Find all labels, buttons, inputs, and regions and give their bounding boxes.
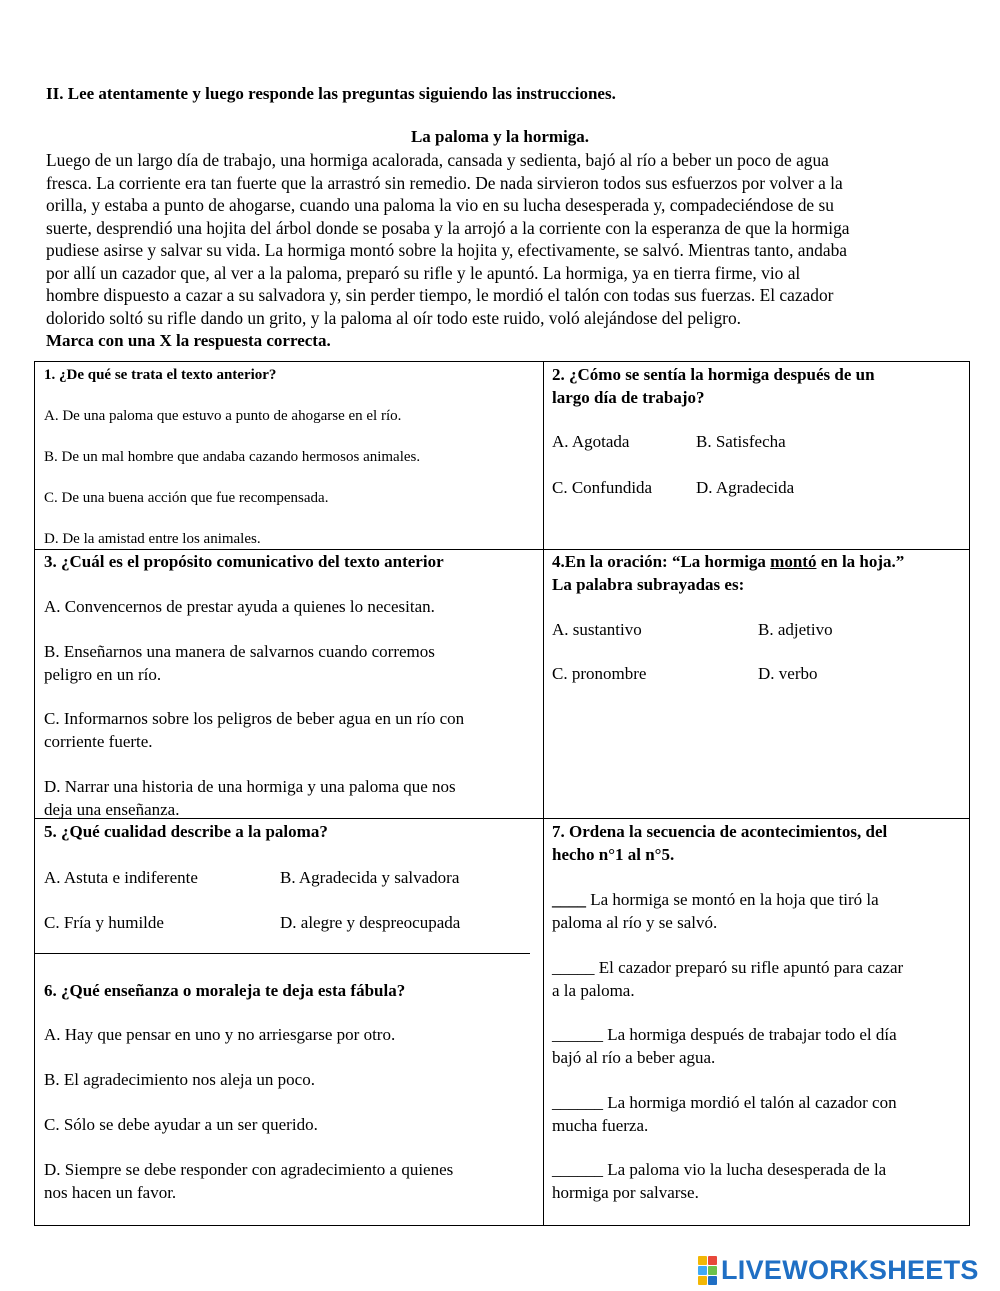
q7-event-item	[552, 888, 879, 934]
q4-underlined-word: montó	[770, 552, 817, 571]
q1-option-a[interactable]: A. De una paloma que estuvo a punto de ahogarse en el río.	[44, 408, 402, 424]
q7-event-text: bajó al río a beber agua.	[552, 1048, 716, 1067]
q7-event-text: La hormiga mordió el talón al cazador con	[603, 1093, 897, 1112]
q7-event-item	[552, 1158, 886, 1204]
q7-answer-blank[interactable]: ____	[552, 890, 586, 909]
story-title: La paloma y la hormiga.	[410, 127, 590, 146]
mark-instruction: Marca con una X la respuesta correcta.	[46, 331, 331, 350]
story-line: dolorido soltó su rifle dando un grito, y la paloma al oír todo este ruido, voló alejándose del peligro.	[46, 307, 741, 328]
instructions: II. Lee atentamente y luego responde las preguntas siguiendo las instrucciones.	[46, 84, 616, 103]
q6-option-c-line: C. Sólo se debe ayudar a un ser querido.	[44, 1115, 318, 1134]
q3-option-a[interactable]	[44, 595, 435, 618]
q5-option-b[interactable]: B. Agradecida y salvadora	[280, 868, 460, 887]
q7-question-line: 7. Ordena la secuencia de acontecimientos, del	[552, 822, 888, 841]
q2-question	[552, 363, 875, 409]
q6-option-a[interactable]	[44, 1023, 395, 1046]
q7-event-item	[552, 1023, 897, 1069]
q7-event-text: La paloma vio la lucha desesperada de la	[603, 1160, 887, 1179]
q4-sentence-start: En la oración: “La hormiga	[564, 552, 771, 571]
q7-event-text: La hormiga después de trabajar todo el día	[603, 1025, 897, 1044]
colored-blocks-icon	[698, 1256, 717, 1285]
q7-question	[552, 820, 887, 866]
q1-option-d[interactable]: D. De la amistad entre los animales.	[44, 531, 261, 547]
q5-option-d[interactable]: D. alegre y despreocupada	[280, 913, 461, 932]
q5-option-c[interactable]: C. Fría y humilde	[44, 913, 164, 932]
q3-option-d-line: D. Narrar una historia de una hormiga y una paloma que nos	[44, 777, 456, 796]
story-line: pudiese asirse y salvar su vida. La hormiga montó sobre la hojita y, efectivamente, se salvó. Mientras tanto, andaba	[46, 240, 848, 260]
q7-answer-blank[interactable]: ______	[552, 1093, 603, 1112]
q6-option-b[interactable]	[44, 1068, 315, 1091]
q4-option-a[interactable]: A. sustantivo	[552, 620, 642, 639]
q3-option-a-line: A. Convencernos de prestar ayuda a quienes lo necesitan.	[44, 597, 435, 616]
q7-answer-blank[interactable]: ______	[552, 1160, 603, 1179]
q7-event-text: El cazador preparó su rifle apuntó para cazar	[594, 958, 904, 977]
q5-option-a[interactable]: A. Astuta e indiferente	[44, 868, 198, 887]
q2-option-d[interactable]: D. Agradecida	[696, 478, 795, 497]
q4-sentence-end: en la hoja.”	[816, 552, 905, 571]
q3-option-b-line: peligro en un río.	[44, 665, 162, 684]
q2-question-line: 2. ¿Cómo se sentía la hormiga después de un	[552, 365, 875, 384]
q3-option-c-line: corriente fuerte.	[44, 732, 153, 751]
q7-answer-blank[interactable]: ______	[552, 1025, 603, 1044]
q4-number: 4.	[552, 552, 565, 571]
q3-option-b-line: B. Enseñarnos una manera de salvarnos cuando corremos	[44, 642, 435, 661]
liveworksheets-logo[interactable]	[698, 1255, 979, 1285]
q4-question-line	[552, 550, 904, 573]
q1-option-b[interactable]: B. De un mal hombre que andaba cazando hermosos animales.	[44, 449, 421, 465]
story-line: suerte, desprendió una hojita del árbol donde se posaba y la arrojó a la corriente con la esperanza de que la hormiga	[46, 217, 850, 238]
column-divider	[543, 362, 544, 1225]
q6-option-d[interactable]	[44, 1158, 453, 1204]
q7-event-text: mucha fuerza.	[552, 1116, 649, 1135]
q3-option-d-line: deja una enseñanza.	[44, 800, 180, 819]
q7-event-text: hormiga por salvarse.	[552, 1183, 699, 1202]
q5-q6-divider	[35, 953, 530, 954]
q6-option-d-line: nos hacen un favor.	[44, 1183, 177, 1202]
q4-option-d[interactable]: D. verbo	[758, 664, 818, 683]
q2-question-line: largo día de trabajo?	[552, 388, 705, 407]
q3-option-b[interactable]	[44, 640, 435, 686]
q1-option-c[interactable]: C. De una buena acción que fue recompensada.	[44, 490, 329, 506]
q5-question: 5. ¿Qué cualidad describe a la paloma?	[44, 822, 328, 841]
q7-answer-blank[interactable]: _____	[552, 958, 595, 977]
story-line: por allí un cazador que, al ver a la paloma, preparó su rifle y le apuntó. La hormiga, ya en tierra firme, vio al	[46, 262, 801, 283]
q6-option-a-line: A. Hay que pensar en uno y no arriesgarse por otro.	[44, 1025, 396, 1044]
q4-option-b[interactable]: B. adjetivo	[758, 620, 833, 639]
story-line: hombre dispuesto a cazar a su salvadora y, sin perder tiempo, le mordió el talón con todas sus fuerzas. El cazador	[46, 285, 834, 305]
brand-name: LIVEWORKSHEETS	[721, 1254, 979, 1285]
q7-event-item	[552, 1091, 897, 1137]
q2-option-b[interactable]: B. Satisfecha	[696, 432, 786, 451]
story-line: Luego de un largo día de trabajo, una hormiga acalorada, cansada y sedienta, bajó al río a beber un poco de agua	[46, 150, 829, 170]
q3-option-c[interactable]	[44, 707, 464, 753]
q4-question	[552, 550, 904, 596]
q6-option-d-line: D. Siempre se debe responder con agradecimiento a quienes	[44, 1160, 454, 1179]
story-line: fresca. La corriente era tan fuerte que la arrastró sin remedio. De nada sirvieron todos sus esfuerzos por volver a la	[46, 172, 843, 193]
q6-option-b-line: B. El agradecimiento nos aleja un poco.	[44, 1070, 315, 1089]
q4-question-line: La palabra subrayadas es:	[552, 575, 745, 594]
q6-question: 6. ¿Qué enseñanza o moraleja te deja esta fábula?	[44, 981, 406, 1000]
q7-event-item	[552, 956, 903, 1002]
q2-option-a[interactable]: A. Agotada	[552, 432, 630, 451]
q3-option-d[interactable]	[44, 775, 456, 821]
q1-question: 1. ¿De qué se trata el texto anterior?	[44, 367, 277, 383]
q7-event-text: La hormiga se montó en la hoja que tiró la	[586, 890, 879, 909]
q3-option-c-line: C. Informarnos sobre los peligros de beber agua en un río con	[44, 709, 465, 728]
q4-option-c[interactable]: C. pronombre	[552, 664, 647, 683]
q6-option-c[interactable]	[44, 1113, 318, 1136]
questions-table	[34, 361, 970, 1226]
q7-event-text: a la paloma.	[552, 981, 635, 1000]
q2-option-c[interactable]: C. Confundida	[552, 478, 653, 497]
q7-question-line: hecho n°1 al n°5.	[552, 845, 675, 864]
q7-event-text: paloma al río y se salvó.	[552, 913, 718, 932]
q3-question: 3. ¿Cuál es el propósito comunicativo del texto anterior	[44, 552, 444, 571]
story-line: orilla, y estaba a punto de ahogarse, cuando una paloma la vio en su lucha desesperada y, compadeciéndose de su	[46, 195, 834, 215]
